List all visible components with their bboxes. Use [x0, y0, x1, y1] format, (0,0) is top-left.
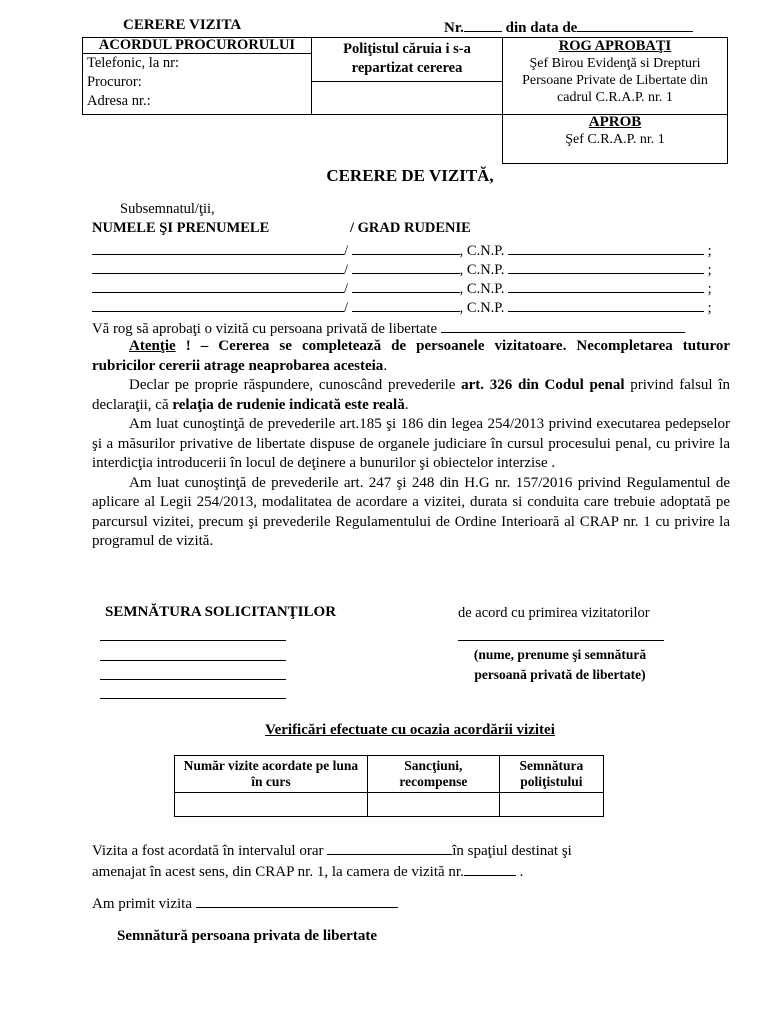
declaration-end: . [404, 396, 409, 413]
rog-title: ROG APROBAŢI [558, 38, 672, 54]
cnp-label: , C.N.P. [459, 262, 505, 278]
solicitant-signature-line[interactable] [100, 640, 286, 641]
row-end: ; [707, 281, 712, 297]
cnp-field[interactable] [508, 240, 704, 255]
adresa-label: Adresa nr.: [87, 93, 151, 109]
warning-paragraph [92, 337, 730, 376]
col-sanctiuni-header: Sancţiuni, recompense [367, 756, 499, 793]
row-end: ; [707, 262, 712, 278]
aprob-text: Şef C.R.A.P. nr. 1 [565, 132, 665, 147]
cnp-label: , C.N.P. [459, 281, 505, 297]
am-primit-field[interactable] [196, 893, 398, 908]
procuror-title: ACORDUL PROCURORULUI [83, 38, 311, 54]
solicitanti-label: SEMNĂTURA SOLICITANŢILOR [105, 604, 337, 620]
request-line [92, 318, 732, 338]
person-row [92, 278, 728, 297]
rog-text: Şef Birou Evidenţă si Drepturi Persoane Private de Libertate din cadrul C.R.A.P. nr. 1 [522, 56, 708, 105]
ppl-final-signature-label: Semnătură persoana privata de libertate [117, 928, 377, 944]
paragraph-185: Am luat cunoştinţă de prevederile art.185 şi 186 din legea 254/2013 privind executarea pedepselor şi a măsurilor privative de libertate dispuse de organele judiciare în cursul procesului penal, cu privire la interdicţia introducerii în locul de deţinere a bunurilor şi obiectelor interzise . [92, 416, 730, 471]
person-row [92, 297, 728, 316]
row-end: ; [707, 243, 712, 259]
vizite-cell[interactable] [175, 793, 368, 817]
slash: / [344, 243, 349, 259]
person-row [92, 259, 728, 278]
grad-field[interactable] [352, 259, 460, 274]
nr-field[interactable] [464, 17, 502, 32]
solicitant-signature-line[interactable] [100, 660, 286, 661]
name-field[interactable] [92, 297, 344, 312]
slash: / [344, 281, 349, 297]
slash: / [344, 262, 349, 278]
ppl-caption-line1: (nume, prenume şi semnătură [473, 647, 647, 662]
grad-column-header: / GRAD RUDENIE [350, 220, 471, 236]
row-end: ; [707, 300, 712, 316]
name-field[interactable] [92, 240, 344, 255]
procuror-cell [83, 38, 312, 115]
grad-field[interactable] [352, 297, 460, 312]
acord-label: de acord cu primirea vizitatorilor [458, 605, 650, 621]
am-primit-label: Am primit vizita [92, 896, 192, 912]
subsemnatul-label: Subsemnatul/ţii, [120, 201, 215, 217]
verificari-table [174, 755, 604, 817]
name-field[interactable] [92, 259, 344, 274]
interval-field[interactable] [327, 840, 452, 855]
politist-title: Poliţistul căruia i s-a repartizat cererea [343, 41, 471, 76]
procuror-label: Procuror: [87, 74, 142, 90]
declaration-relation: relaţia de rudenie indicată este reală [172, 396, 405, 413]
cnp-label: , C.N.P. [459, 300, 505, 316]
form-title: CERERE VIZITA [123, 17, 242, 33]
verificari-title: Verificări efectuate cu ocazia acordării vizitei [265, 722, 555, 738]
warning-end: . [383, 357, 388, 374]
vizita-end: . [515, 864, 524, 880]
declaration-text: Declar pe proprie răspundere, cunoscând prevederile [129, 377, 462, 393]
paragraph-247: Am luat cunoştinţă de prevederile art. 247 şi 248 din H.G nr. 157/2016 privind Regulamentul de aplicare al Legii 254/2013, modalitatea de acordare a vizitei, durata si conduita care trebuie adoptată pe parcursul vizitei, precum şi prevederile Regulamentului de Ordine Interioară al CRAP nr. 1 cu privire la programul de vizită. [92, 474, 730, 549]
vizita-line2 [92, 861, 712, 882]
date-field[interactable] [577, 17, 693, 32]
declaration-paragraph [92, 376, 730, 415]
am-primit-line [92, 893, 398, 913]
cnp-field[interactable] [508, 259, 704, 274]
rog-cell [503, 38, 728, 115]
cnp-field[interactable] [508, 278, 704, 293]
ppl-signature-caption [450, 645, 670, 685]
politist-empty-cell[interactable] [312, 81, 503, 114]
declaration-article: art. 326 din Codul penal [461, 377, 625, 393]
aprob-title: APROB [588, 114, 642, 130]
ppl-signature-line[interactable] [458, 640, 664, 641]
solicitant-signature-line[interactable] [100, 679, 286, 680]
person-row [92, 240, 728, 259]
ppl-name-field[interactable] [441, 318, 685, 333]
sanctiuni-cell[interactable] [367, 793, 499, 817]
vizita-paragraph [92, 840, 712, 882]
nr-label: Nr. [444, 20, 464, 36]
request-text: Vă rog să aprobaţi o vizită cu persoana privată de libertate [92, 321, 438, 337]
semnatura-cell[interactable] [499, 793, 603, 817]
ppl-caption-line2: persoană privată de libertate) [474, 667, 646, 682]
cnp-field[interactable] [508, 297, 704, 312]
declaration-text: privind falsul în declaraţii, că [92, 377, 730, 413]
header-box [82, 37, 728, 115]
name-field[interactable] [92, 278, 344, 293]
vizita-text: Vizita a fost acordată în intervalul orar [92, 843, 324, 859]
page-title: CERERE DE VIZITĂ, [326, 166, 494, 185]
col-semnatura-header: Semnătura poliţistului [499, 756, 603, 793]
slash: / [344, 300, 349, 316]
telefonic-label: Telefonic, la nr: [87, 55, 179, 71]
number-date-line [444, 17, 693, 37]
aprob-box [502, 113, 728, 164]
grad-field[interactable] [352, 240, 460, 255]
solicitant-signature-line[interactable] [100, 698, 286, 699]
politist-cell [312, 38, 503, 82]
date-label: din data de [505, 20, 578, 36]
vizita-line1 [92, 840, 712, 861]
name-column-header: NUMELE ŞI PRENUMELE [92, 220, 270, 236]
vizita-text: în spaţiul destinat şi [452, 843, 572, 859]
camera-field[interactable] [464, 861, 516, 876]
body-text [92, 337, 730, 552]
cnp-label: , C.N.P. [459, 243, 505, 259]
warning-text: ! – Cererea se completează de persoanele vizitatoare. Necompletarea tuturor rubricilor cererii atrage neaprobarea acesteia [92, 338, 730, 374]
col-vizite-header: Număr vizite acordate pe luna în curs [175, 756, 368, 793]
vizita-text: amenajat în acest sens, din CRAP nr. 1, la camera de vizită nr. [92, 864, 464, 880]
grad-field[interactable] [352, 278, 460, 293]
atentie-label: Atenţie [129, 338, 176, 354]
